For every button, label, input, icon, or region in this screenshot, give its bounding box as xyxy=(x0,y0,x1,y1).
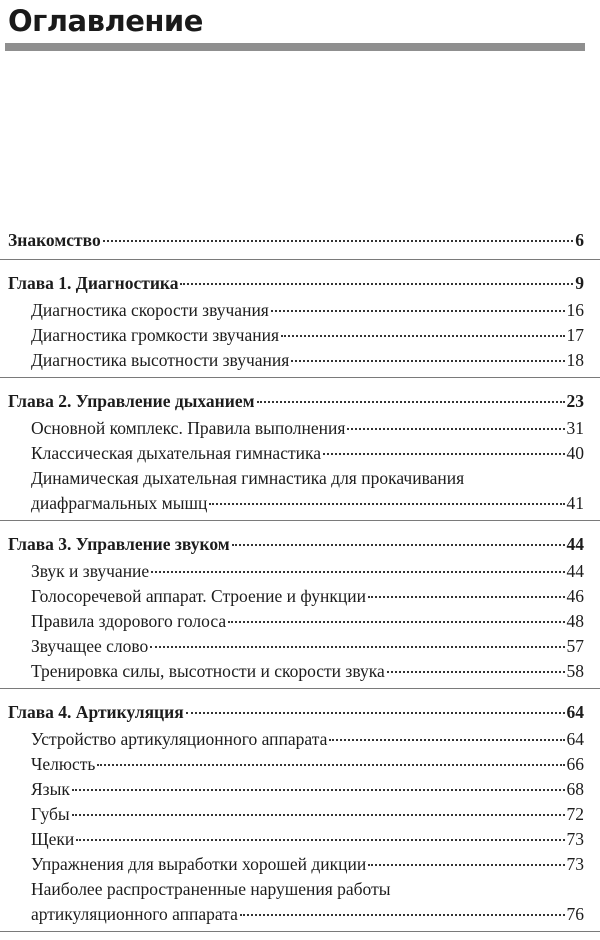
toc-subentry[interactable] xyxy=(0,609,600,634)
toc-section xyxy=(0,225,600,260)
subentry-title: Устройство артикуляционного аппарата xyxy=(31,729,328,749)
toc-subentry[interactable] xyxy=(0,852,600,877)
page-number: 68 xyxy=(566,779,584,799)
dot-leader xyxy=(97,764,564,766)
subentry-last-line xyxy=(31,902,584,927)
subentry-title: Тренировка силы, высотности и скорости звука xyxy=(31,661,385,681)
page-number: 41 xyxy=(566,493,584,513)
toc-section xyxy=(0,529,600,689)
page-number: 18 xyxy=(566,350,584,370)
subentry-title: Голосоречевой аппарат. Строение и функции xyxy=(31,586,367,606)
page-number: 40 xyxy=(566,443,584,463)
page-number: 6 xyxy=(575,230,584,250)
chapter-title: Глава 4. Артикуляция xyxy=(8,702,184,722)
toc-section xyxy=(0,268,600,378)
page-number: 48 xyxy=(566,611,584,631)
page-number: 64 xyxy=(566,702,584,722)
table-of-contents xyxy=(0,225,600,940)
page-number: 44 xyxy=(566,534,584,554)
subentry-title: Основной комплекс. Правила выполнения xyxy=(31,418,346,438)
subentry-title: Язык xyxy=(31,779,70,799)
subentry-title: Диагностика высотности звучания xyxy=(31,350,290,370)
heading-rule xyxy=(5,43,585,51)
toc-subentry[interactable] xyxy=(0,877,600,927)
dot-leader xyxy=(291,360,564,362)
chapter-title: Глава 2. Управление дыханием xyxy=(8,391,255,411)
page-number: 58 xyxy=(566,661,584,681)
subentry-title-line: Наиболее распространенные нарушения работы xyxy=(31,879,391,899)
page-number: 64 xyxy=(566,729,584,749)
toc-subentry[interactable] xyxy=(0,584,600,609)
subentry-title: Правила здорового голоса xyxy=(31,611,227,631)
page-number: 73 xyxy=(566,829,584,849)
subentry-title: Челюсть xyxy=(31,754,96,774)
chapter-title: Глава 3. Управление звуком xyxy=(8,534,230,554)
dot-leader xyxy=(368,596,564,598)
page-number: 66 xyxy=(566,754,584,774)
dot-leader xyxy=(257,401,565,403)
toc-subentry[interactable] xyxy=(0,298,600,323)
page-number: 46 xyxy=(566,586,584,606)
subentry-title: Упражнения для выработки хорошей дикции xyxy=(31,854,367,874)
subentry-title: артикуляционного аппарата xyxy=(31,904,238,924)
subentry-title: Щеки xyxy=(31,829,75,849)
toc-subentry[interactable] xyxy=(0,634,600,659)
subentry-title: Диагностика громкости звучания xyxy=(31,325,280,345)
dot-leader xyxy=(368,864,564,866)
page-number: 16 xyxy=(566,300,584,320)
page-number: 9 xyxy=(575,273,584,293)
page-number: 23 xyxy=(566,391,584,411)
toc-subentry[interactable] xyxy=(0,348,600,373)
dot-leader xyxy=(103,240,574,242)
dot-leader xyxy=(271,310,565,312)
toc-subentry[interactable] xyxy=(0,323,600,348)
toc-subentry[interactable] xyxy=(0,777,600,802)
page-number: 17 xyxy=(566,325,584,345)
toc-subentry[interactable] xyxy=(0,659,600,684)
page-number: 44 xyxy=(566,561,584,581)
dot-leader xyxy=(323,453,565,455)
subentry-title: Классическая дыхательная гимнастика xyxy=(31,443,321,463)
subentry-title: Звук и звучание xyxy=(31,561,150,581)
toc-chapter-entry[interactable] xyxy=(0,225,600,255)
toc-subentry[interactable] xyxy=(0,727,600,752)
subentry-title: диафрагмальных мышц xyxy=(31,493,208,513)
page-number: 72 xyxy=(566,804,584,824)
toc-chapter-entry[interactable] xyxy=(0,697,600,727)
subentry-title-line: Динамическая дыхательная гимнастика для прокачивания xyxy=(31,468,465,488)
dot-leader xyxy=(232,544,565,546)
subentry-title: Диагностика скорости звучания xyxy=(31,300,269,320)
toc-subentry[interactable] xyxy=(0,559,600,584)
toc-chapter-entry[interactable] xyxy=(0,386,600,416)
page-number: 31 xyxy=(566,418,584,438)
page-number: 57 xyxy=(566,636,584,656)
page-number: 73 xyxy=(566,854,584,874)
toc-subentry[interactable] xyxy=(0,827,600,852)
dot-leader xyxy=(240,914,565,916)
chapter-title: Глава 1. Диагностика xyxy=(8,273,179,293)
dot-leader xyxy=(329,739,564,741)
dot-leader xyxy=(228,621,564,623)
toc-subentry[interactable] xyxy=(0,441,600,466)
toc-subentry[interactable] xyxy=(0,466,600,516)
page-number: 76 xyxy=(566,904,584,924)
chapter-title: Знакомство xyxy=(8,230,101,250)
dot-leader xyxy=(209,503,564,505)
toc-chapter-entry[interactable] xyxy=(0,268,600,298)
dot-leader xyxy=(151,571,564,573)
dot-leader xyxy=(72,814,565,816)
toc-subentry[interactable] xyxy=(0,802,600,827)
toc-subentry[interactable] xyxy=(0,416,600,441)
dot-leader xyxy=(347,428,564,430)
subentry-title: Звучащее слово xyxy=(31,636,149,656)
dot-leader xyxy=(180,283,573,285)
subentry-title: Губы xyxy=(31,804,70,824)
dot-leader xyxy=(76,839,564,841)
toc-section xyxy=(0,386,600,521)
subentry-last-line xyxy=(31,491,584,516)
dot-leader xyxy=(281,335,564,337)
dot-leader xyxy=(150,646,564,648)
toc-chapter-entry[interactable] xyxy=(0,529,600,559)
dot-leader xyxy=(387,671,565,673)
dot-leader xyxy=(72,789,565,791)
page-title: Оглавление xyxy=(8,4,203,38)
toc-section xyxy=(0,697,600,932)
dot-leader xyxy=(186,712,565,714)
toc-subentry[interactable] xyxy=(0,752,600,777)
